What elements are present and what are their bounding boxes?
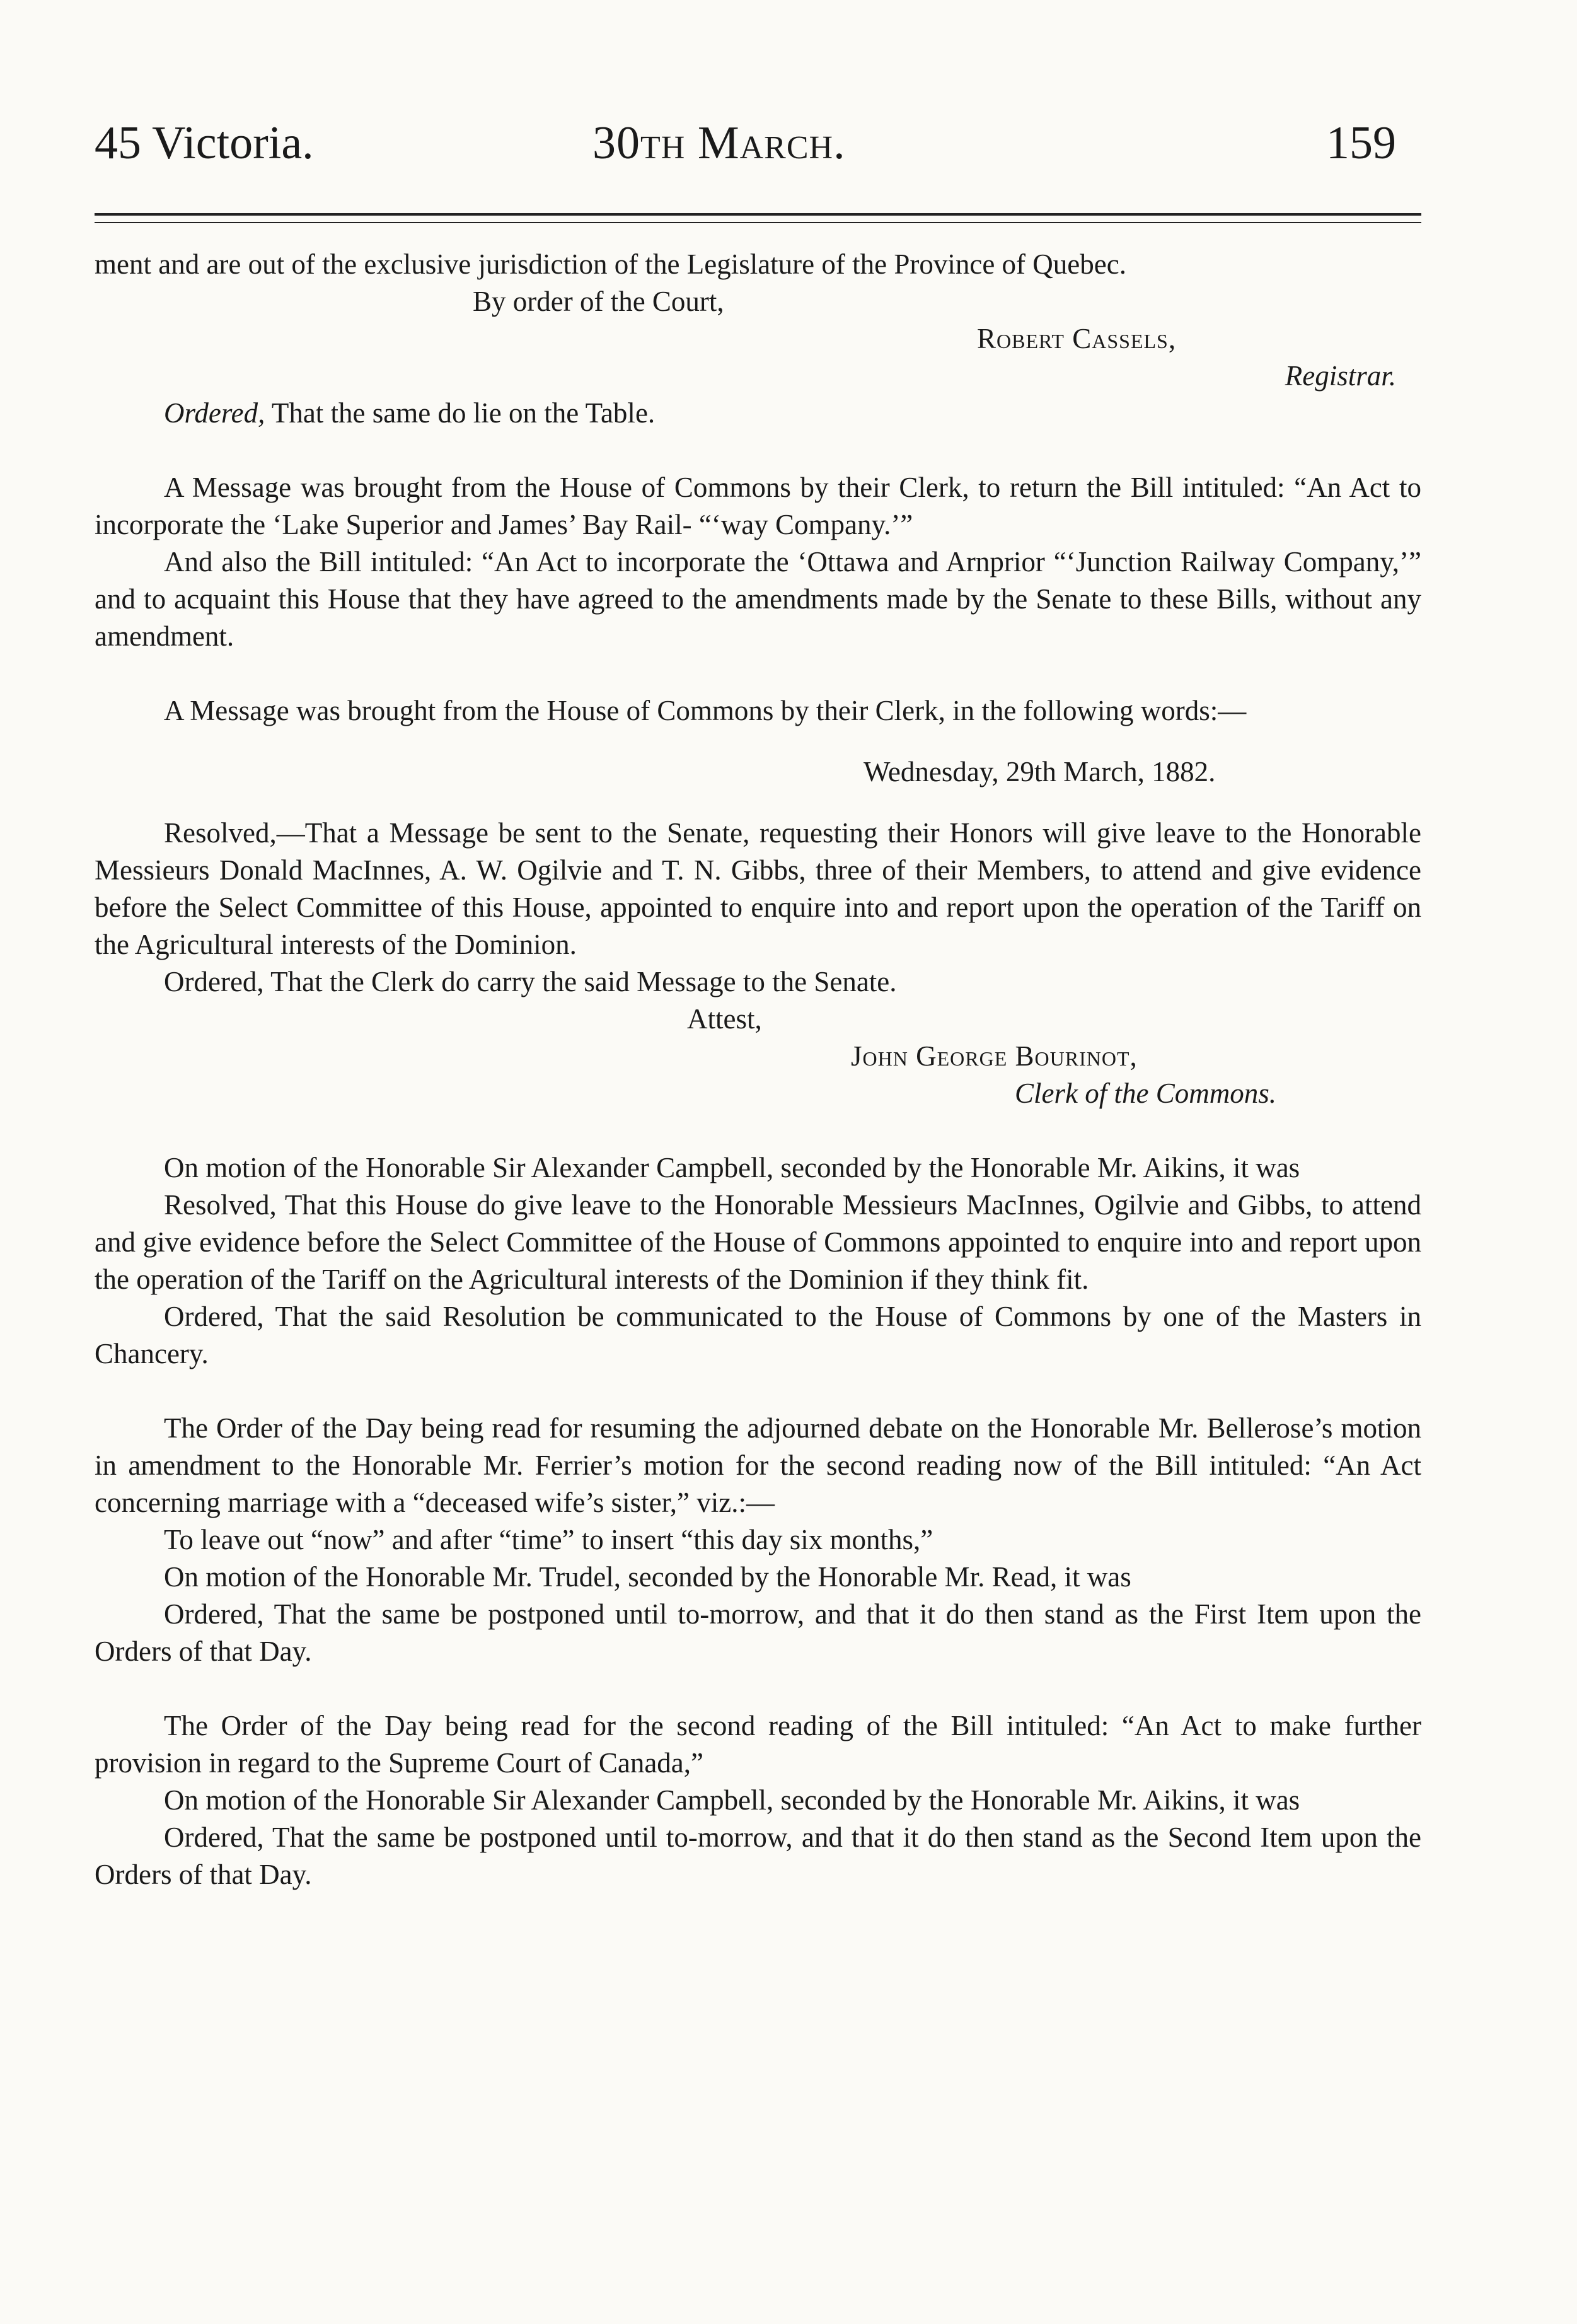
journal-body: [95, 246, 1421, 1893]
order-paragraph: Ordered, That the same do lie on the Table.: [164, 397, 656, 429]
page-number: 159: [1326, 117, 1396, 169]
order-paragraph: Ordered, That the Clerk do carry the said Message to the Senate.: [164, 966, 897, 997]
signatory-title: Registrar.: [1285, 360, 1396, 392]
header-rule-thick: [95, 213, 1421, 216]
signatory-name: Robert Cassels,: [977, 323, 1177, 354]
message-paragraph: A Message was brought from the House of Commons by their Clerk, in the following words:—: [164, 695, 1247, 726]
order-of-day-paragraph: The Order of the Day being read for the second reading of the Bill intituled: “An Act to make further provision in regard to the Supreme Court of Canada,”: [95, 1710, 1421, 1779]
message-paragraph: And also the Bill intituled: “An Act to incorporate the ‘Ottawa and Arnprior “‘Junction Railway Company,’” and to acquaint this House that they have agreed to the amendments made by the Senate to these Bills, without any amendment.: [95, 546, 1421, 652]
signatory-title: Clerk of the Commons.: [1015, 1078, 1276, 1109]
resolution-paragraph: Resolved, That this House do give leave to the Honorable Messieurs MacInnes, Ogilvie and Gibbs, to attend and give evidence before the Select Committee of the House of Commons appointed to enquire into and report upon the operation of the Tariff on the Agricultural interests of the Dominion if they think fit.: [95, 1189, 1421, 1295]
order-paragraph: Ordered, That the said Resolution be communicated to the House of Commons by one of the Masters in Chancery.: [95, 1301, 1421, 1369]
signatory-name: John George Bourinot,: [851, 1040, 1138, 1072]
attest-line: Attest,: [687, 1003, 762, 1035]
message-paragraph: A Message was brought from the House of Commons by their Clerk, to return the Bill intituled: “An Act to incorporate the ‘Lake Superior and James’ Bay Rail- “‘way Company.’”: [95, 472, 1421, 540]
court-order-line: By order of the Court,: [473, 286, 724, 317]
order-of-day-paragraph: The Order of the Day being read for resuming the adjourned debate on the Honorable Mr. Bellerose’s motion in amendment to the Honorable Mr. Ferrier’s motion for the second reading now of the Bill intituled: “An Act concerning marriage with a “deceased wife’s sister,” viz.:—: [95, 1412, 1421, 1518]
order-paragraph: Ordered, That the same be postponed until to-morrow, and that it do then stand as the Second Item upon the Orders of that Day.: [95, 1821, 1421, 1890]
motion-paragraph: On motion of the Honorable Mr. Trudel, seconded by the Honorable Mr. Read, it was: [164, 1561, 1131, 1593]
page-date: 30th March.: [592, 117, 846, 169]
running-head: [95, 117, 1421, 192]
dateline: Wednesday, 29th March, 1882.: [864, 756, 1216, 787]
resolution-paragraph: Resolved,—That a Message be sent to the Senate, requesting their Honors will give leave to the Honorable Messieurs Donald MacInnes, A. W. Ogilvie and T. N. Gibbs, three of their Members, to attend and give evidence before the Select Committee of this House, appointed to enquire into and report upon the operation of the Tariff on the Agricultural interests of the Dominion.: [95, 817, 1421, 960]
regnal-year: 45 Victoria.: [95, 117, 314, 169]
header-rule-thin: [95, 222, 1421, 223]
journal-page: [95, 0, 1421, 2324]
motion-paragraph: On motion of the Honorable Sir Alexander Campbell, seconded by the Honorable Mr. Aikins, it was: [164, 1784, 1300, 1816]
order-paragraph: Ordered, That the same be postponed until to-morrow, and that it do then stand as the First Item upon the Orders of that Day.: [95, 1598, 1421, 1667]
motion-paragraph: On motion of the Honorable Sir Alexander Campbell, seconded by the Honorable Mr. Aikins, it was: [164, 1152, 1300, 1183]
amendment-paragraph: To leave out “now” and after “time” to insert “this day six months,”: [164, 1524, 933, 1555]
paragraph: ment and are out of the exclusive jurisdiction of the Legislature of the Province of Quebec.: [95, 248, 1126, 280]
